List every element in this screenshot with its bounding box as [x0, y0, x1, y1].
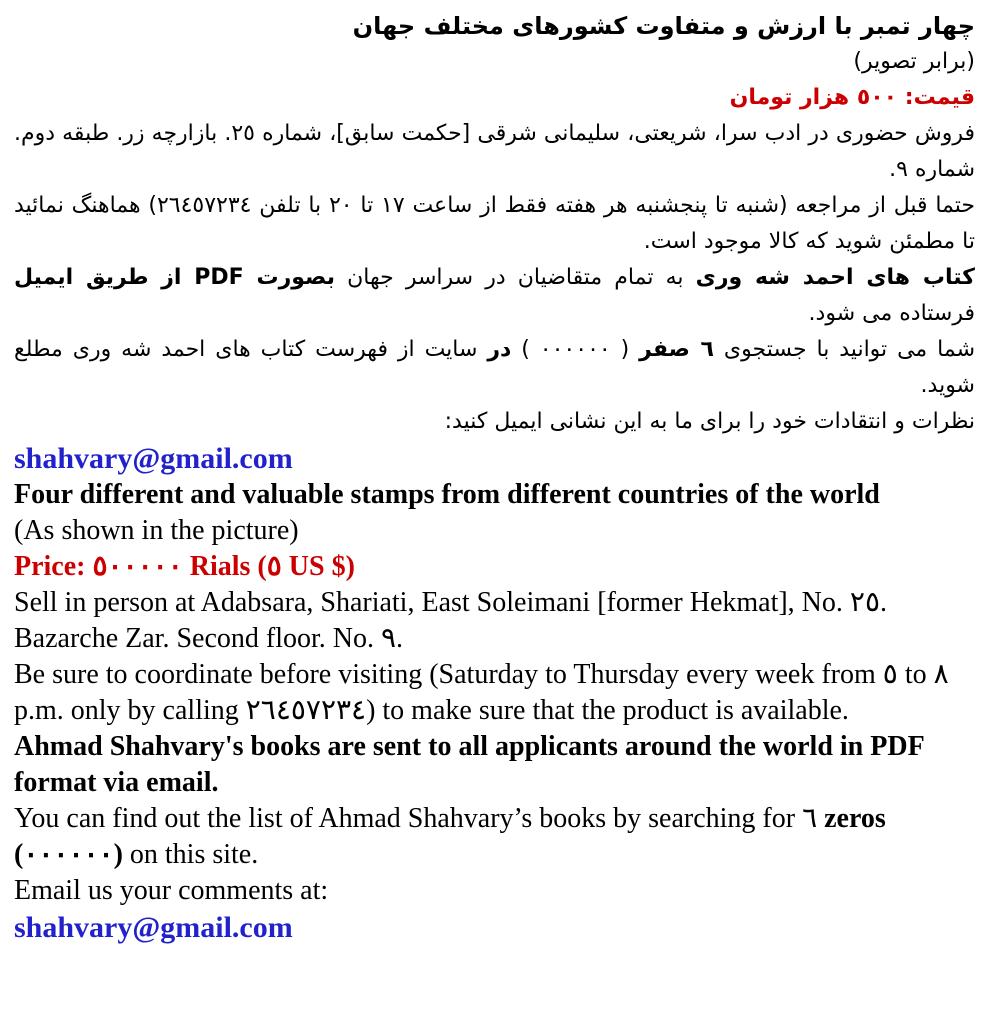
persian-books-shipping-line: [14, 260, 975, 332]
persian-title: چهار تمبر با ارزش و متفاوت کشورهای مختلف جهان: [352, 12, 975, 40]
persian-comments-line: نظرات و انتقادات خود را برای ما به این نشانی ایمیل کنید:: [444, 409, 975, 434]
english-price: Price: ٥٠٠٠٠٠ Rials (٥ US $): [14, 551, 355, 582]
english-address: Sell in person at Adabsara, Shariati, East Soleimani [former Hekmat], No. ٢٥. Bazarche Zar. Second floor. No. ٩.: [14, 587, 887, 654]
english-comments-line: Email us your comments at:: [14, 875, 329, 906]
persian-price: قیمت: ٥٠٠ هزار تومان: [729, 85, 975, 110]
english-subtitle: (As shown in the picture): [14, 515, 299, 546]
english-search-zeros-bold: zeros (٠٠٠٠٠٠): [14, 803, 886, 870]
persian-search-regular-2: سایت از فهرست کتاب های احمد شه وری مطلع شوید.: [14, 337, 975, 398]
english-email-link[interactable]: shahvary@gmail.com: [14, 911, 293, 944]
english-search-line: [14, 801, 975, 873]
persian-address: فروش حضوری در ادب سرا، شریعتی، سلیمانی شرقی [حکمت سابق]، شماره ٢٥. بازارچه زر. طبقه دوم. شماره ٩.: [14, 121, 975, 182]
persian-search-in-bold: در: [487, 337, 512, 362]
persian-search-zeros-parens: ( ٠٠٠٠٠٠ ): [511, 337, 640, 362]
persian-books-regular-2: فرستاده می شود.: [808, 301, 975, 326]
english-search-regular-1: You can find out the list of Ahmad Shahvary’s books by searching for ٦: [14, 803, 825, 834]
english-search-regular-2: on this site.: [122, 839, 259, 870]
persian-search-six-zeros-bold: ٦ صفر: [639, 337, 714, 362]
persian-search-line: [14, 332, 975, 404]
persian-subtitle: (برابر تصویر): [853, 49, 975, 74]
persian-coordination-note: حتما قبل از مراجعه (شنبه تا پنجشنبه هر هفته فقط از ساعت ١٧ تا ٢٠ با تلفن ٢٦٤٥٧٢٣٤) هماهنگ نمائید تا مطمئن شوید که کالا موجود است.: [14, 193, 975, 254]
persian-books-author-bold: کتاب های احمد شه وری: [695, 265, 975, 290]
english-coordination-note: Be sure to coordinate before visiting (Saturday to Thursday every week from ٥ to ٨ p.m. only by calling ٢٦٤٥٧٢٣٤) to make sure that the product is available.: [14, 659, 949, 726]
persian-books-regular-1: به تمام متقاضیان در سراسر جهان: [334, 265, 696, 290]
english-title: Four different and valuable stamps from different countries of the world: [14, 479, 880, 510]
persian-search-regular-1: شما می توانید با جستجوی: [713, 337, 976, 362]
persian-email-link[interactable]: shahvary@gmail.com: [14, 442, 293, 475]
persian-books-pdf-email-bold: بصورت PDF از طریق ایمیل: [14, 265, 335, 290]
english-books-shipping-line: Ahmad Shahvary's books are sent to all applicants around the world in PDF format via email.: [14, 731, 924, 798]
